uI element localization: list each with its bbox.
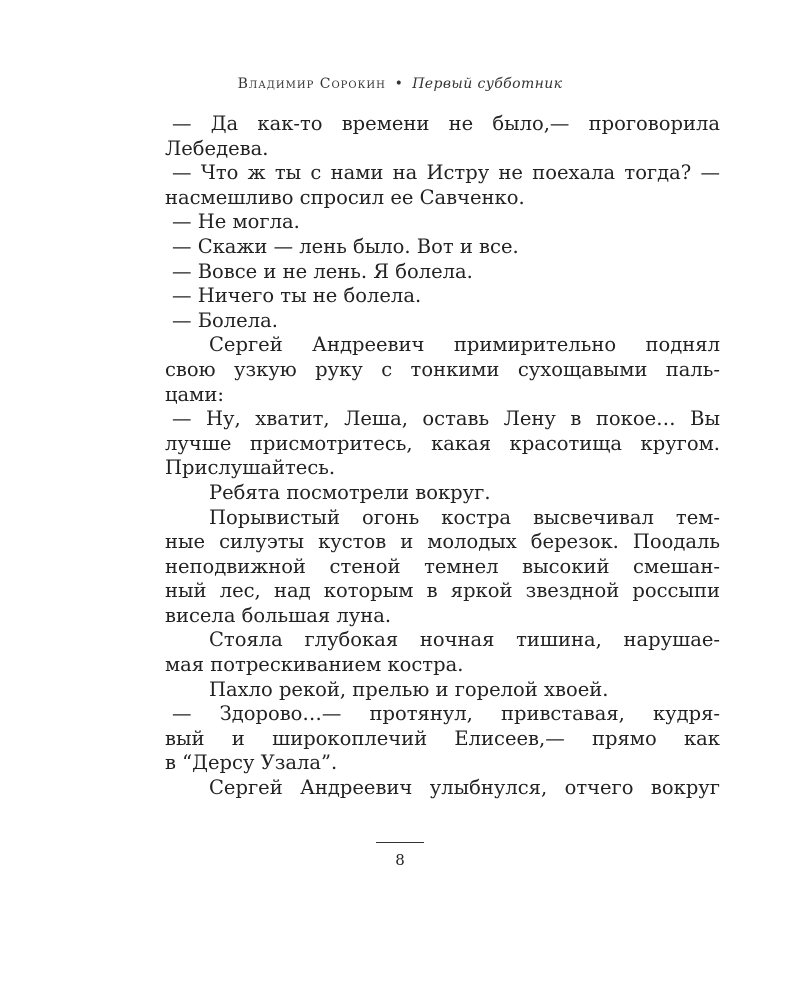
text-line: Сергей Андреевич примирительно поднял — [209, 333, 720, 357]
text-line: насмешливо спросил ее Савченко. — [165, 185, 525, 209]
header-author: Владимир Сорокин — [237, 76, 386, 92]
text-line: Пахло рекой, прелью и горелой хвоей. — [209, 677, 609, 701]
running-header — [0, 76, 800, 92]
text-line: — Болела. — [172, 308, 278, 332]
page-body-text — [165, 112, 720, 801]
text-line: Стояла глубокая ночная тишина, нарушае- — [209, 628, 720, 652]
header-book-title: Первый субботник — [412, 76, 563, 92]
text-line: — Здорово…— протянул, привставая, кудря- — [172, 702, 720, 726]
text-line: Прислушайтесь. — [165, 456, 336, 480]
text-line: ный лес, над которым в яркой звездной россыпи — [165, 579, 720, 603]
text-line: неподвижной стеной темнел высокий смешан- — [165, 554, 720, 578]
text-line: мая потрескиванием костра. — [165, 653, 464, 677]
text-line: ные силуэты кустов и молодых березок. Поодаль — [165, 530, 720, 554]
text-line: в “Дерсу Узала”. — [165, 751, 338, 775]
page-number: 8 — [395, 851, 405, 869]
page-footer — [0, 842, 800, 869]
text-line: цами: — [165, 382, 224, 406]
text-line: Сергей Андреевич улыбнулся, отчего вокруг — [209, 776, 720, 800]
text-line: вый и широкоплечий Елисеев,— прямо как — [165, 726, 720, 750]
text-line: — Ничего ты не болела. — [172, 284, 422, 308]
text-line: — Ну, хватит, Леша, оставь Лену в покое… Вы — [172, 407, 720, 431]
text-line: Ребята посмотрели вокруг. — [209, 480, 491, 504]
text-line: — Скажи — лень было. Вот и все. — [172, 234, 519, 258]
text-line: свою узкую руку с тонкими сухощавыми паль- — [165, 357, 720, 381]
text-line: висела большая луна. — [165, 603, 392, 627]
text-line: — Вовсе и не лень. Я болела. — [172, 259, 473, 283]
text-line: лучше присмотритесь, какая красотища кругом. — [165, 431, 720, 455]
text-line: — Что ж ты с нами на Истру не поехала тогда? — — [172, 161, 720, 185]
text-line: Лебедева. — [165, 136, 269, 160]
header-separator: • — [394, 76, 404, 92]
text-line: — Не могла. — [172, 210, 300, 234]
text-line: Порывистый огонь костра высвечивал тем- — [209, 505, 720, 529]
footer-rule — [376, 842, 424, 843]
text-line: — Да как-то времени не было,— проговорила — [172, 112, 720, 135]
